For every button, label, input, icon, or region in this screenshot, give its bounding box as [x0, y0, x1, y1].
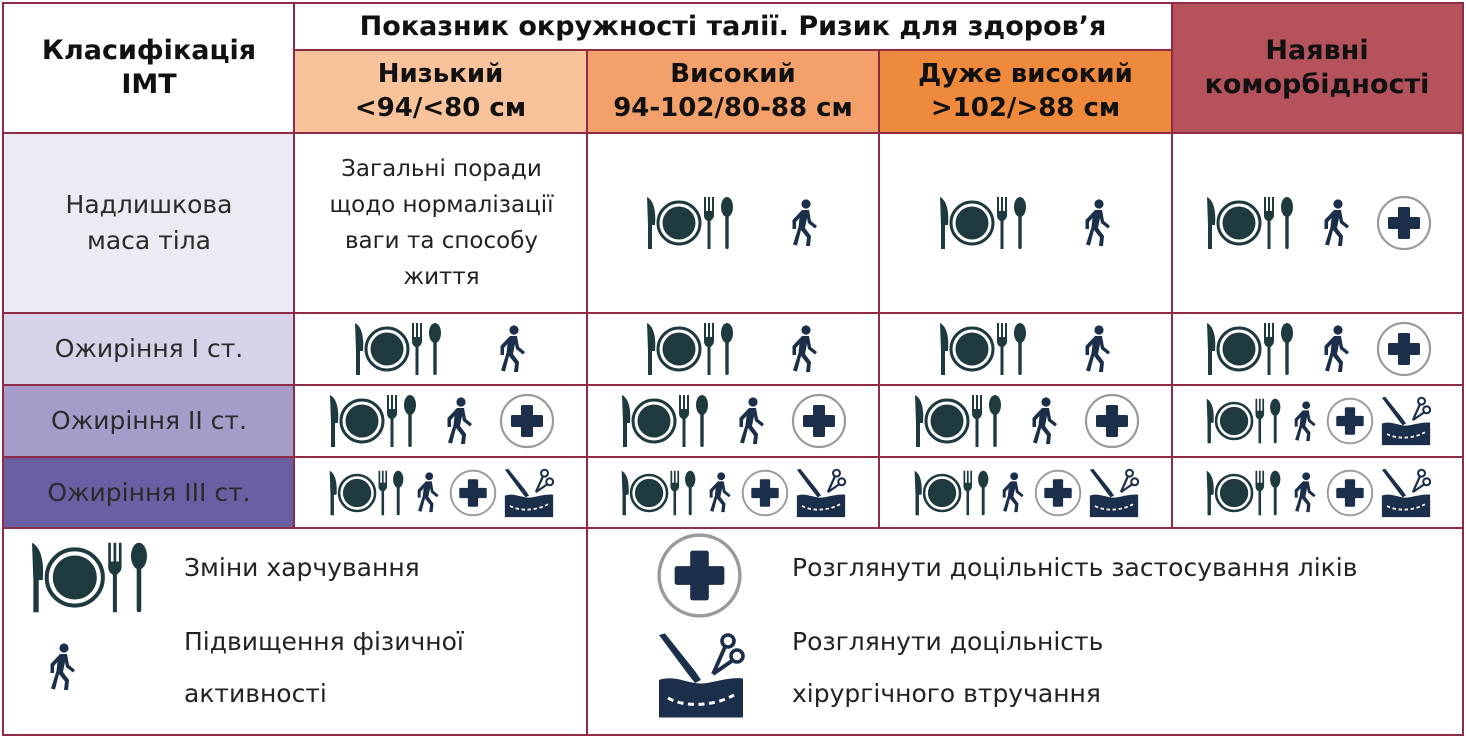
legend-activity-text-1: Підвищення фізичної	[184, 627, 464, 656]
row-label-text: Ожиріння ІІ ст.	[51, 406, 247, 435]
grid-line	[4, 312, 1462, 314]
grid-line	[586, 49, 588, 528]
grid-line	[878, 49, 880, 528]
grid-line	[586, 528, 588, 736]
row-label-text: Надлишкова маса тіла	[65, 190, 233, 255]
row-label-text: Ожиріння І ст.	[54, 334, 244, 363]
grid-line	[4, 527, 1462, 529]
table-frame	[2, 2, 1464, 736]
grid-line	[4, 456, 1462, 458]
col-high-name: Високий	[670, 59, 796, 89]
legend-surgery-text-1: Розглянути доцільність	[792, 627, 1104, 656]
grid-line	[4, 384, 1462, 386]
general-advice-span: Загальні поради щодо нормалізації ваги та способу життя	[329, 156, 554, 290]
grid-line	[4, 132, 1462, 134]
legend-activity-text-2: активності	[184, 679, 327, 708]
header-classification-text: Класифікація ІМТ	[41, 35, 257, 100]
grid-line	[294, 49, 1172, 51]
row-label-text: Ожиріння ІІІ ст.	[47, 478, 251, 507]
legend-surgery-text-2: хірургічного втручання	[792, 679, 1101, 708]
header-waist-title-text: Показник окружності талії. Ризик для здоров’я	[359, 11, 1107, 42]
col-low-range: <94/<80 см	[354, 93, 527, 123]
legend-diet-text: Зміни харчування	[184, 553, 420, 582]
col-low-name: Низький	[377, 59, 504, 89]
col-veryhigh-range: >102/>88 см	[930, 93, 1121, 123]
col-veryhigh-name: Дуже високий	[918, 59, 1133, 89]
grid-line	[293, 4, 295, 528]
header-comorbid-text: Наявні коморбідності	[1204, 35, 1430, 100]
grid-line	[1171, 4, 1173, 528]
col-high-range: 94-102/80-88 см	[613, 93, 853, 123]
legend-medication-text: Розглянути доцільність застосування ліків	[792, 553, 1358, 582]
